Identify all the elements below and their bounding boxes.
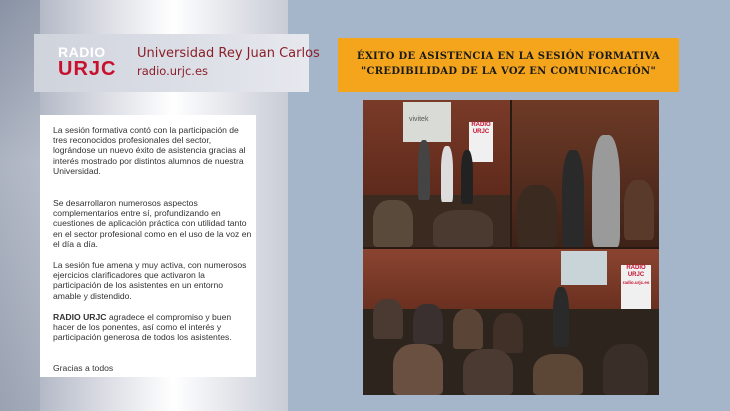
photo-bottom	[363, 249, 659, 395]
logo-urjc-text: URJC	[58, 58, 117, 80]
paragraph-2: Se desarrollaron numerosos aspectos complementarios entre sí, profundizando en cuestiones de aplicación práctica con utilidad tanto en el sector profesional como en el uso de la voz en el día a día.	[53, 198, 252, 249]
banner-2-line-2: URJC	[627, 272, 645, 278]
photo-top-right	[512, 100, 659, 247]
radio-urjc-logo[interactable]	[52, 44, 124, 86]
person	[418, 140, 430, 200]
paragraph-4-rest: agradece el compromiso y buen hacer de los ponentes, así como el interés y participación generosa de todos los asistentes.	[53, 312, 232, 343]
audience	[393, 344, 443, 395]
audience	[533, 354, 583, 395]
projector-screen	[561, 251, 607, 285]
audience	[624, 180, 654, 240]
university-name: Universidad Rey Juan Carlos	[137, 46, 320, 61]
photo-wall	[363, 249, 659, 309]
audience	[373, 200, 413, 247]
paragraph-5: Gracias a todos	[53, 363, 114, 373]
banner-1-line-1: RADIO	[471, 122, 491, 128]
person	[461, 150, 473, 204]
paragraph-4	[53, 312, 253, 343]
audience	[603, 344, 648, 395]
projector-screen	[403, 102, 451, 142]
audience	[493, 313, 523, 353]
screen-text: vivitek	[409, 116, 429, 123]
audience	[433, 210, 493, 247]
logo-radio-text: RADIO	[58, 44, 106, 60]
audience	[373, 299, 403, 339]
photo-collage	[363, 100, 659, 395]
person	[562, 150, 584, 247]
radio-banner-1	[469, 122, 493, 162]
banner-2-line-3: radio.urjc.es	[622, 280, 650, 285]
audience	[413, 304, 443, 344]
title-line-1: ÉXITO DE ASISTENCIA EN LA SESIÓN FORMATIVA	[357, 51, 660, 62]
paragraph-1: La sesión formativa contó con la participación de tres reconocidos profesionales del sector, lográndose un nuevo éxito de asistencia gracias al interés mostrado por distintos alumnos de nuestra Universidad.	[53, 125, 246, 176]
person	[553, 287, 569, 347]
text-panel	[40, 115, 256, 377]
photo-top-left	[363, 100, 510, 247]
audience	[453, 309, 483, 349]
audience	[463, 349, 513, 395]
person	[441, 146, 453, 202]
university-url[interactable]: radio.urjc.es	[137, 64, 209, 78]
banner-1-line-2: URJC	[472, 129, 490, 135]
banner-2-line-1: RADIO	[626, 265, 646, 271]
title-banner	[338, 38, 679, 92]
paragraph-4-strong: RADIO URJC	[53, 312, 107, 322]
audience	[517, 185, 557, 247]
radio-banner-2	[621, 265, 651, 309]
paragraph-3: La sesión fue amena y muy activa, con numerosos ejercicios clarificadores que activaron la participación de los asistentes en un entorno amable y distendido.	[53, 260, 247, 301]
title-line-2: "CREDIBILIDAD DE LA VOZ EN COMUNICACIÓN"	[361, 66, 656, 77]
person	[592, 135, 620, 247]
